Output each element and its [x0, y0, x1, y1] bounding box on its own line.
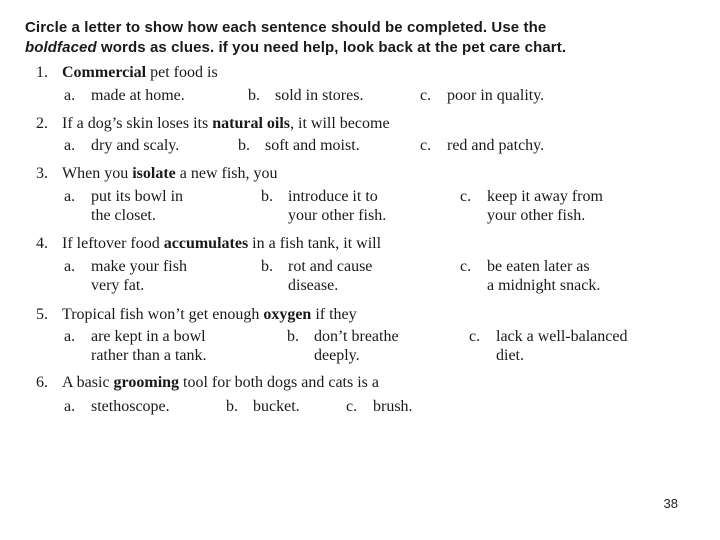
- option-text-line-2: your other fish.: [288, 206, 387, 224]
- option-text: lack a well-balanced: [496, 328, 628, 345]
- option-text: stethoscope.: [91, 398, 170, 415]
- question-number: 4.: [36, 235, 48, 252]
- option-text: poor in quality.: [447, 87, 545, 104]
- option-letter[interactable]: a.: [64, 87, 76, 104]
- stem-post: a new fish, you: [175, 165, 278, 182]
- option-text: are kept in a bowl: [91, 328, 206, 345]
- option-letter[interactable]: c.: [420, 87, 432, 104]
- keyword: isolate: [132, 165, 176, 182]
- question-stem: [36, 115, 706, 133]
- instructions: [25, 18, 705, 58]
- option-letter[interactable]: a.: [64, 258, 76, 275]
- question-number: 2.: [36, 115, 48, 132]
- option-letter[interactable]: c.: [460, 258, 472, 275]
- option-text: bucket.: [253, 398, 300, 415]
- question-stem: [36, 165, 706, 183]
- option-text-line-2: deeply.: [314, 346, 360, 364]
- stem-pre: If a dog’s skin loses its: [62, 115, 213, 132]
- option-letter[interactable]: a.: [64, 398, 76, 415]
- stem-pre: If leftover food: [62, 235, 164, 252]
- option-letter[interactable]: b.: [261, 258, 273, 275]
- option-text: made at home.: [91, 87, 185, 104]
- option-letter[interactable]: c.: [460, 188, 472, 205]
- instructions-rest: words as clues. if you need help, look back at the pet care chart.: [96, 39, 567, 56]
- stem-post: in a fish tank, it will: [248, 235, 382, 252]
- question-3: [36, 165, 706, 183]
- option-letter[interactable]: c.: [346, 398, 358, 415]
- option-text: rot and cause: [288, 258, 373, 275]
- stem-post: pet food is: [146, 64, 218, 81]
- keyword: natural oils: [212, 115, 291, 132]
- stem-post: , it will become: [290, 115, 390, 132]
- keyword: grooming: [113, 374, 180, 391]
- option-text: dry and scaly.: [91, 137, 180, 154]
- instructions-boldfaced: boldfaced: [25, 39, 97, 56]
- question-5: [36, 306, 706, 324]
- option-text: sold in stores.: [275, 87, 364, 104]
- option-text: brush.: [373, 398, 413, 415]
- option-letter[interactable]: c.: [469, 328, 481, 345]
- option-text: soft and moist.: [265, 137, 360, 154]
- question-stem: [36, 374, 706, 392]
- option-text: be eaten later as: [487, 258, 590, 275]
- option-letter[interactable]: a.: [64, 188, 76, 205]
- question-number: 6.: [36, 374, 48, 391]
- option-letter[interactable]: b.: [248, 87, 260, 104]
- option-text: put its bowl in: [91, 188, 184, 205]
- keyword: accumulates: [163, 235, 249, 252]
- option-text: red and patchy.: [447, 137, 545, 154]
- keyword: oxygen: [263, 306, 312, 323]
- stem-pre: When you: [62, 165, 133, 182]
- option-letter[interactable]: a.: [64, 328, 76, 345]
- stem-pre: A basic: [62, 374, 114, 391]
- option-letter[interactable]: a.: [64, 137, 76, 154]
- question-1: [36, 64, 706, 82]
- instructions-line-2: [25, 38, 705, 58]
- question-number: 1.: [36, 64, 48, 81]
- option-text-line-2: the closet.: [91, 206, 156, 224]
- stem-post: tool for both dogs and cats is a: [179, 374, 379, 391]
- stem-post: if they: [311, 306, 357, 323]
- option-text-line-2: your other fish.: [487, 206, 586, 224]
- stem-pre: Tropical fish won’t get enough: [62, 306, 264, 323]
- option-text-line-2: very fat.: [91, 276, 145, 294]
- option-letter[interactable]: b.: [261, 188, 273, 205]
- option-text: don’t breathe: [314, 328, 399, 345]
- question-number: 3.: [36, 165, 48, 182]
- question-2: [36, 115, 706, 133]
- question-stem: [36, 306, 706, 324]
- option-letter[interactable]: b.: [226, 398, 238, 415]
- question-stem: [36, 235, 706, 253]
- instructions-line-1: Circle a letter to show how each sentence should be completed. Use the: [25, 19, 547, 36]
- page-number: 38: [663, 496, 678, 511]
- question-stem: [36, 64, 706, 82]
- option-text: introduce it to: [288, 188, 378, 205]
- option-letter[interactable]: b.: [287, 328, 299, 345]
- option-letter[interactable]: b.: [238, 137, 250, 154]
- option-text-line-2: rather than a tank.: [91, 346, 207, 364]
- option-letter[interactable]: c.: [420, 137, 432, 154]
- option-text-line-2: disease.: [288, 276, 339, 294]
- option-text-line-2: diet.: [496, 346, 524, 364]
- question-4: [36, 235, 706, 253]
- option-text: keep it away from: [487, 188, 603, 205]
- question-number: 5.: [36, 306, 48, 323]
- question-6: [36, 374, 706, 392]
- option-text: make your fish: [91, 258, 187, 275]
- keyword: Commercial: [62, 64, 147, 81]
- option-text-line-2: a midnight snack.: [487, 276, 601, 294]
